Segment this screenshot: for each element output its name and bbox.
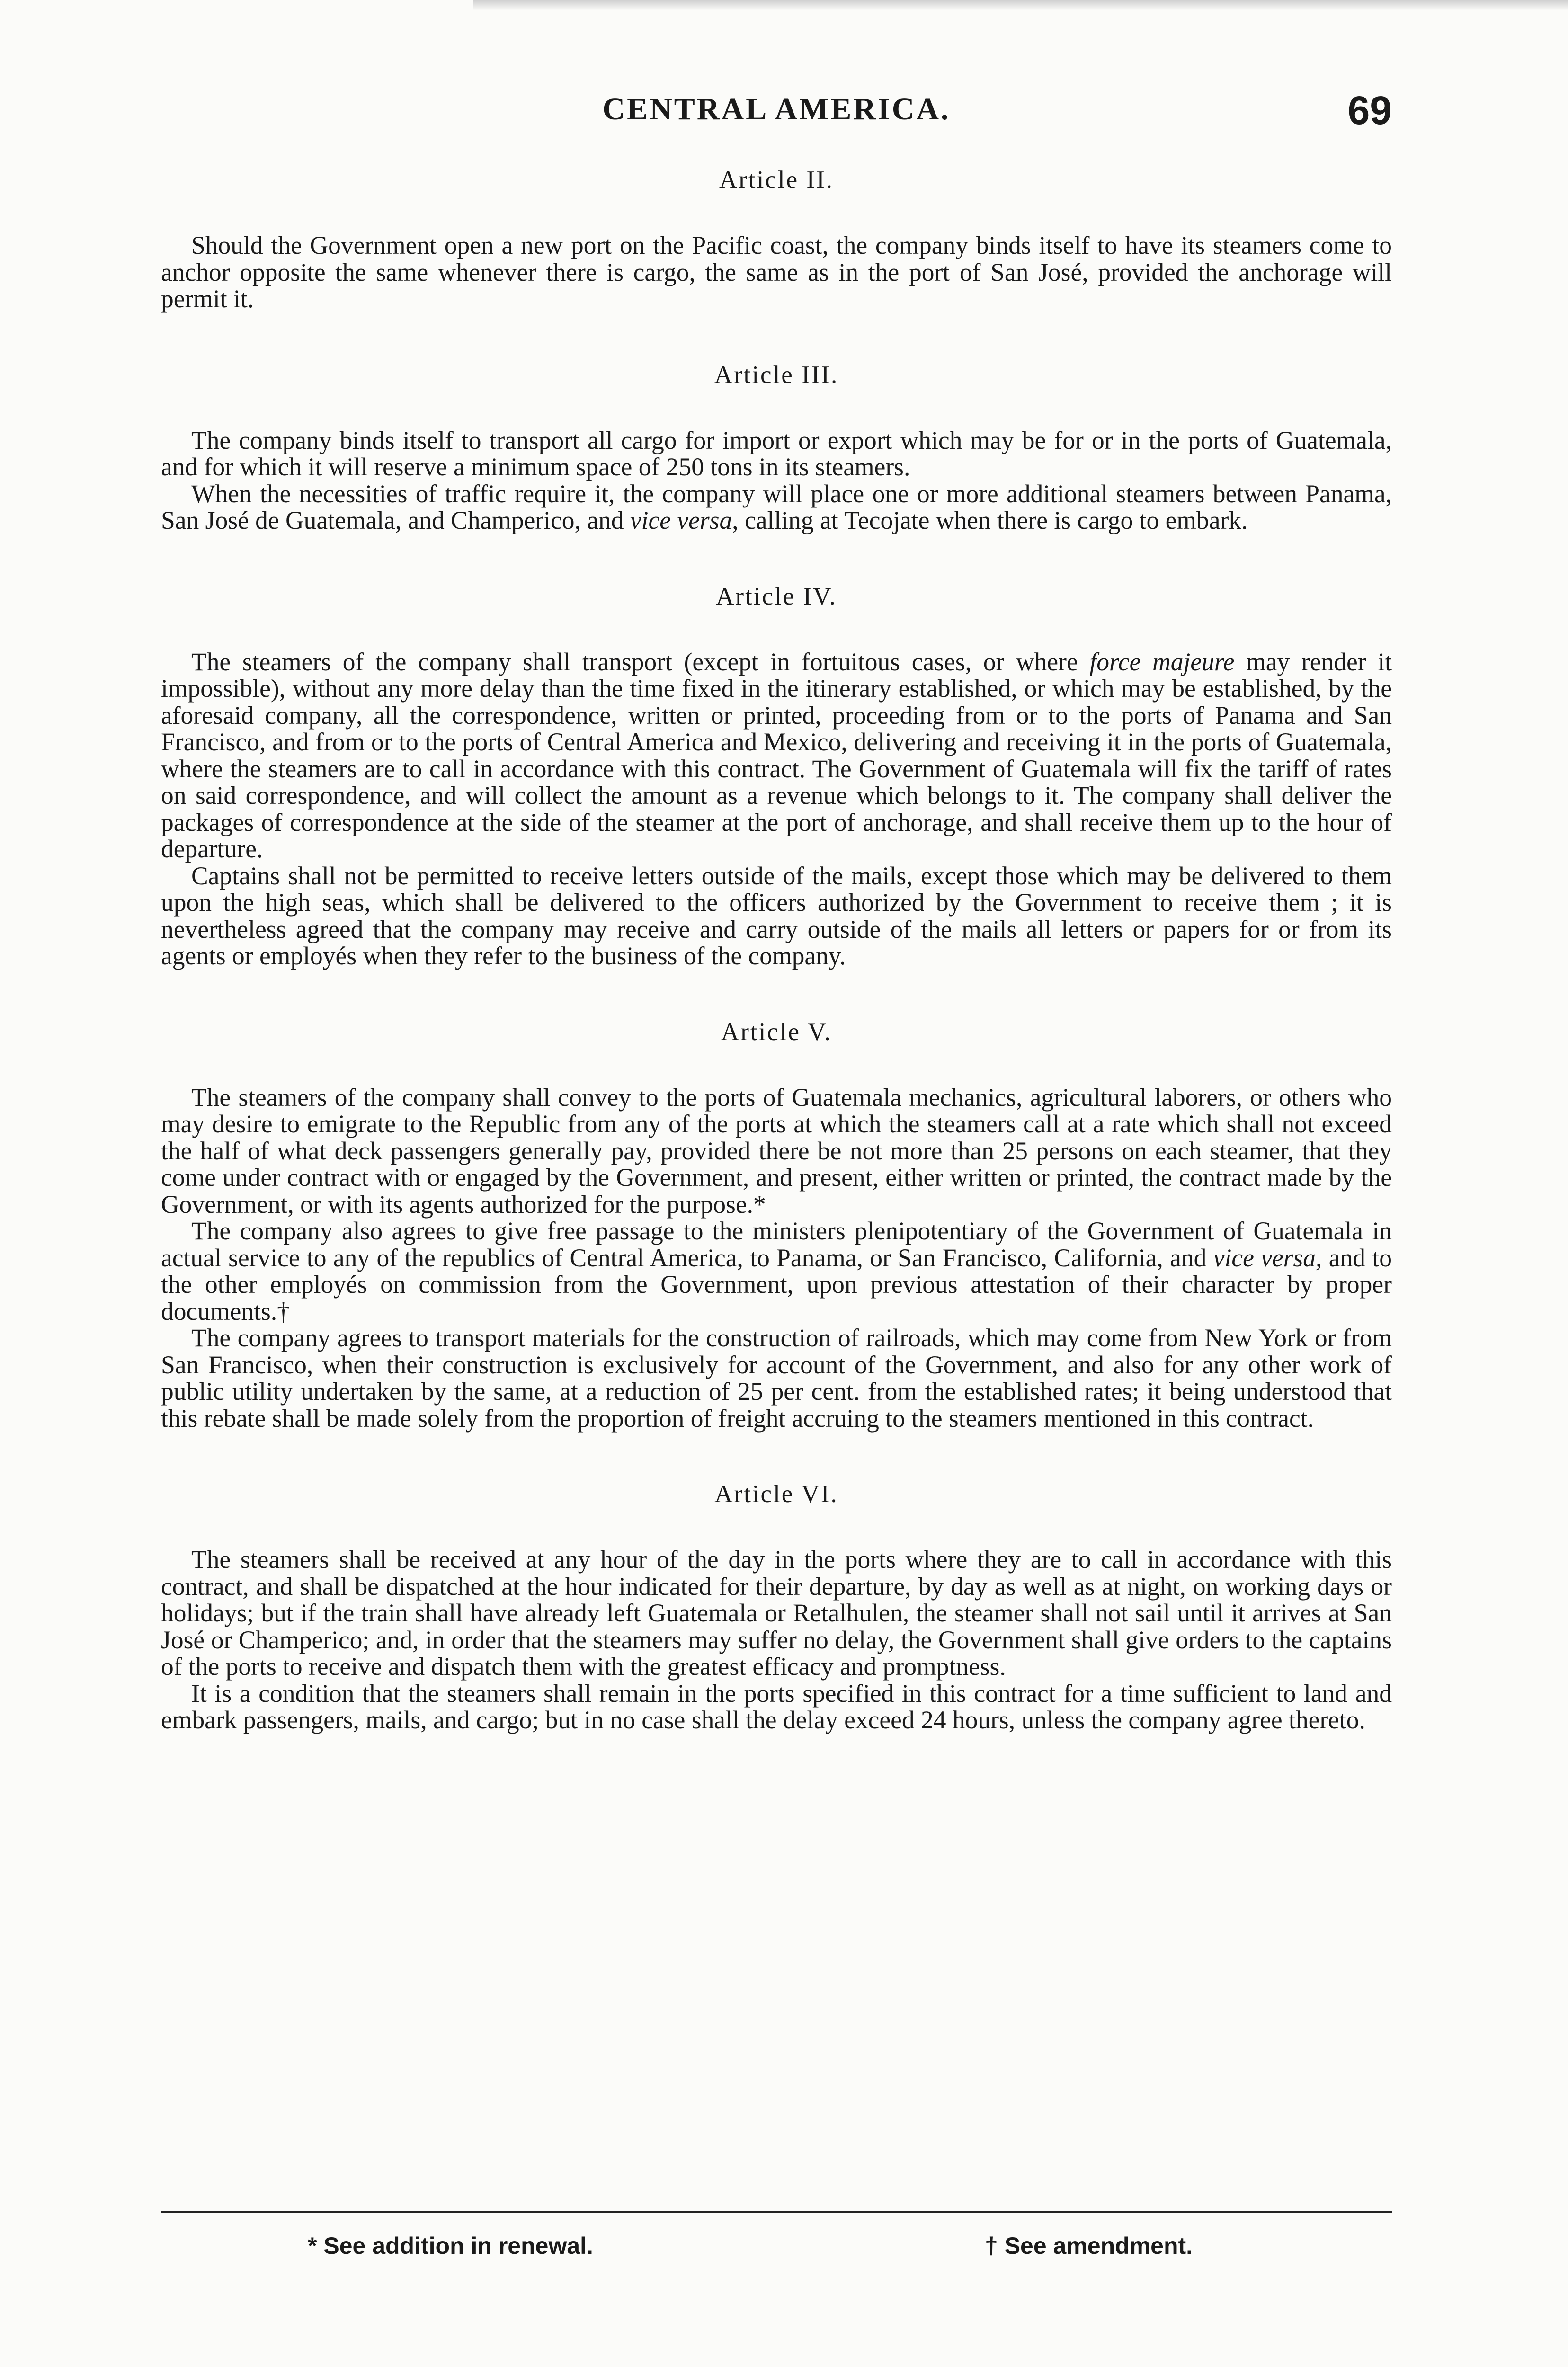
article-paragraph: The company agrees to transport materials for the construction of railroads, which may come from New York or from San Francisco, when their construction is exclusively for account of the Government, and also for any other work of public utility undertaken by the same, at a reduction of 25 per cent. from the established rates; it being understood that this rebate shall be made solely from the proportion of freight accruing to the steamers mentioned in this contract. [161,1324,1392,1433]
paragraph-text: may render it impossible), without any more delay than the time fixed in the itinerary established, or which may be established, by the aforesaid company, all the correspondence, written or printed, proceeding from or to the ports of Panama and San Francisco, and from or to the ports of Central America and Mexico, delivering and receiving it in the ports of Guatemala, where the steamers are to call in accordance with this contract. The Government of Guatemala will fix the tariff of rates on said correspondence, and will collect the amount as a revenue which belongs to it. The company shall deliver the packages of correspondence at the side of the steamer at the port of anchorage, and shall receive them up to the hour of departure. [161,647,1392,863]
paragraph-text: , calling at Tecojate when there is cargo to embark. [732,506,1248,534]
article-paragraph: It is a condition that the steamers shall remain in the ports specified in this contract for a time sufficient to land and embark passengers, mails, and cargo; but in no case shall the delay exceed 24 hours, unless the company agree thereto. [161,1679,1392,1734]
article-6 [161,1480,1392,1734]
article-paragraph [161,481,1392,534]
paragraph-text: and to the other employés on commission from the Government, upon previous attestation of their character by proper documents.† [161,1243,1392,1326]
scan-edge-shadow [473,0,1568,10]
article-paragraph [161,1218,1392,1325]
paragraph-text: The company also agrees to give free passage to the ministers plenipotentiary of the Government of Guatemala in actual service to any of the republics of Central America, to Panama, or San Francisco, California, and [161,1217,1392,1272]
article-heading: Article V. [721,1018,832,1046]
footnote-divider [161,2211,1392,2213]
italic-phrase: force majeure [1089,647,1235,676]
paragraph-text: The steamers of the company shall transport (except in fortuitous cases, or where [191,647,1090,676]
paragraph-text: When the necessities of traffic require it, the company will place one or more additional steamers between Panama, San José de Guatemala, and Champerico, and [161,479,1392,534]
italic-phrase: vice versa, [1213,1243,1322,1272]
article-body [161,161,1392,1734]
article-paragraph [161,649,1392,863]
footnote-addition: * See addition in renewal. [308,2233,593,2259]
article-4 [161,582,1392,970]
page-header [161,88,1392,140]
article-paragraph: The company binds itself to transport all cargo for import or export which may be for or in the ports of Guatemala, and for which it will reserve a minimum space of 250 tons in its steamers. [161,426,1392,481]
article-3 [161,361,1392,534]
article-5 [161,1018,1392,1432]
running-title: CENTRAL AMERICA. [602,92,951,126]
footnote-amendment: † See amendment. [985,2233,1193,2259]
italic-phrase: vice versa [630,506,732,534]
article-heading: Article VI. [714,1480,838,1508]
article-heading: Article II. [719,166,834,194]
page-number: 69 [1347,88,1392,133]
article-paragraph: Captains shall not be permitted to receive letters outside of the mails, except those which may be delivered to them upon the high seas, which shall be delivered to the officers authorized by the Government to receive them ; it is nevertheless agreed that the company may receive and carry outside of the mails all letters or papers for or from its agents or employés when they refer to the business of the company. [161,861,1392,970]
article-heading: Article III. [714,361,839,389]
article-paragraph: Should the Government open a new port on the Pacific coast, the company binds itself to have its steamers come to anchor opposite the same whenever there is cargo, the same as in the port of San José, provided the anchorage will permit it. [161,231,1392,313]
article-2 [161,166,1392,312]
article-paragraph: The steamers shall be received at any hour of the day in the ports where they are to call in accordance with this contract, and shall be dispatched at the hour indicated for their departure, by day as well as at night, on working days or holidays; but if the train shall have already left Guatemala or Retalhulen, the steamer shall not sail until it arrives at San José or Champerico; and, in order that the steamers may suffer no delay, the Government shall give orders to the captains of the ports to receive and dispatch them with the greatest efficacy and promptness. [161,1545,1392,1681]
article-heading: Article IV. [716,582,837,610]
article-paragraph: The steamers of the company shall convey to the ports of Guatemala mechanics, agricultural laborers, or others who may desire to emigrate to the Republic from any of the ports at which the steamers call at a rate which shall not exceed the half of what deck passengers generally pay, provided there be not more than 25 persons on each steamer, that they come under contract with or engaged by the Government, and present, either written or printed, the contract made by the Government, or with its agents authorized for the purpose.* [161,1083,1392,1219]
footnotes [161,2232,1392,2265]
